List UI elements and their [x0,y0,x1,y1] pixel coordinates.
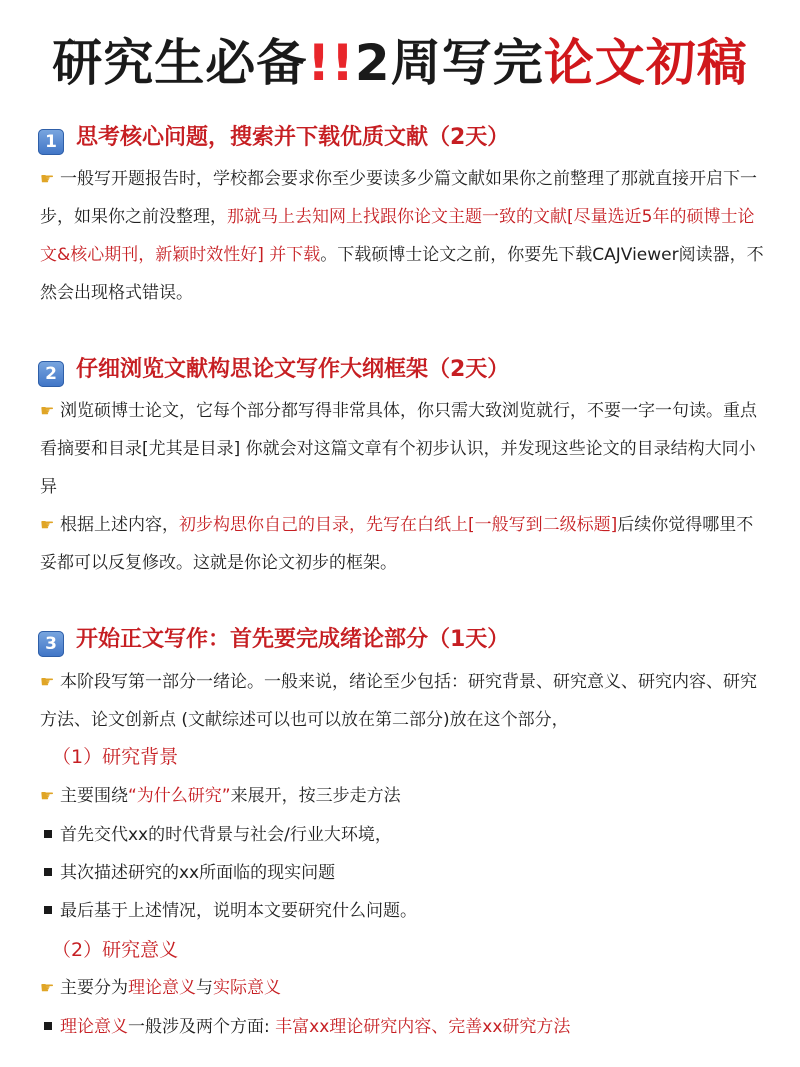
research-background-line [40,781,401,811]
section2-paragraph-1 [40,392,765,506]
section2-text-1: 浏览硕博士论文，它每个部分都写得非常具体，你只需大致浏览就行，不要一字一句读。重点看摘要和目录[尤其是目录] 你就会对这篇文章有个初步认识，并发现这些论文的目录结构大同小异 [40,401,757,497]
section1-paragraph [40,160,765,312]
number-badge-icon: 2 [38,361,64,387]
square-bullet-icon [44,830,52,838]
section1-text-red: 那就马上去知网上找跟你论文主题一致的文献[尽量选近5年的硕博士论文&核心期刊，新颖时效性好] 并下载 [40,207,755,265]
pointing-hand-icon: ☛ [40,672,55,691]
pointing-hand-icon: ☛ [40,515,55,534]
section3-paragraph [40,663,765,739]
title-part3: 论文初稿 [543,34,748,92]
section3-text: 本阶段写第一部分一绪论。一般来说，绪论至少包括：研究背景、研究意义、研究内容、研究方法、论文创新点 (文献综述可以也可以放在第二部分)放在这个部分， [40,672,757,730]
section2-heading [38,355,509,387]
list-item: 首先交代xx的时代背景与社会/行业大环境， [44,820,392,850]
bg-line-red: “为什么研究” [128,786,231,806]
section2-text-2-red: 初步构思你自己的目录，先写在白纸上[一般写到二级标题] [179,515,618,535]
section3-heading [38,625,509,657]
square-bullet-icon [44,1022,52,1030]
square-bullet-icon [44,868,52,876]
square-bullet-icon [44,906,52,914]
section2-heading-text: 仔细浏览文献构思论文写作大纲框架（2天） [76,357,510,382]
section1-text-a: 一般写开题报告时，学校都会要求你至少要读多少篇文献如果你之前整理了那就直接开启下一步，如果你之前没整理， [40,169,757,227]
double-exclamation-icon: !! [307,34,355,92]
pointing-hand-icon: ☛ [40,401,55,420]
pointing-hand-icon: ☛ [40,978,55,997]
section2-text-2b: 后续你觉得哪里不妥都可以反复修改。这就是你论文初步的框架。 [40,515,754,573]
section3-heading-text: 开始正文写作：首先要完成绪论部分（1天） [76,627,510,652]
list-item: 其次描述研究的xx所面临的现实问题 [44,858,335,888]
title-part1: 研究生必备 [52,34,308,92]
pointing-hand-icon: ☛ [40,786,55,805]
list-item: 最后基于上述情况，说明本文要研究什么问题。 [44,896,417,926]
subheading-research-background: （1）研究背景 [52,746,179,768]
pointing-hand-icon: ☛ [40,169,55,188]
research-significance-line: ☛ 主要分为理论意义与实际意义 [40,973,281,1003]
subheading-research-significance: （2）研究意义 [52,939,179,961]
title-part2: 2周写完 [354,34,544,92]
number-badge-icon: 1 [38,129,64,155]
section1-heading [38,123,509,155]
number-badge-icon: 3 [38,631,64,657]
section1-heading-text: 思考核心问题，搜索并下载优质文献（2天） [76,125,510,150]
list-item: 理论意义一般涉及两个方面: 丰富xx理论研究内容、完善xx研究方法 [44,1012,570,1042]
page-title [0,28,800,98]
bg-line-b: 来展开，按三步走方法 [230,786,401,806]
section2-paragraph-2 [40,506,765,582]
section2-text-2a: 根据上述内容， [60,515,179,535]
bg-line-a: 主要围绕 [60,786,128,806]
section1-text-b: 。下载硕博士论文之前，你要先下载CAJViewer阅读器，不然会出现格式错误。 [40,245,764,303]
